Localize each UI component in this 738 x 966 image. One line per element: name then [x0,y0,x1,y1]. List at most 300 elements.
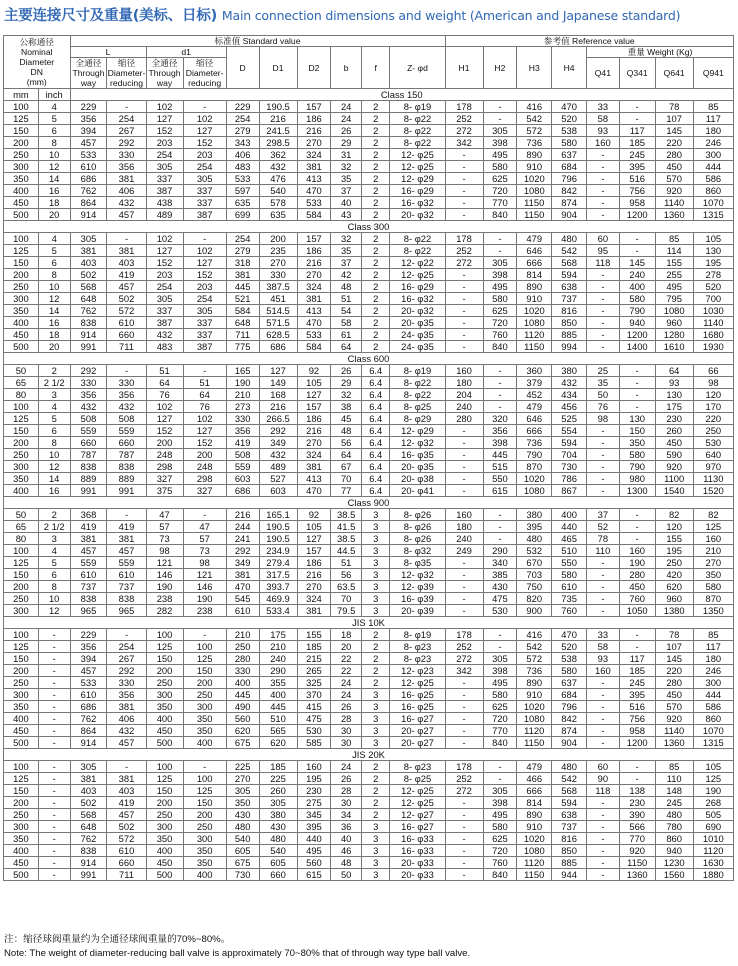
table-cell: 398 [483,269,517,281]
table-cell: 252 [445,641,483,653]
table-cell: 510 [552,545,587,557]
D1-header: D1 [259,47,297,89]
table-cell: 210 [259,641,297,653]
table-cell: - [445,461,483,473]
table-cell: 796 [552,173,587,185]
table-cell: 398 [483,137,517,149]
table-cell: 292 [107,137,146,149]
table-cell: 400 [552,509,587,521]
table-cell: 185 [619,665,655,677]
table-cell: 50 [4,365,39,377]
standard-value-header: 标准值 Standard value [70,36,445,47]
table-cell: 864 [70,197,107,209]
table-cell: 1200 [619,209,655,221]
table-cell: 514.5 [259,305,297,317]
table-row [4,557,734,569]
table-cell: 381 [226,569,259,581]
nominal-diameter-header: 公称通径 Nominal Diameter DN (mm) [4,36,71,89]
table-cell: 35 [331,245,362,257]
table-cell: - [107,509,146,521]
table-cell: 690 [693,821,733,833]
table-cell: - [587,713,620,725]
table-cell: 230 [619,797,655,809]
table-cell: 230 [655,413,693,425]
table-row [4,773,734,785]
table-cell: 130 [693,245,733,257]
table-cell: 3 [361,545,390,557]
table-cell: 12- φ29 [390,173,445,185]
table-row [4,113,734,125]
table-cell: 6.4 [361,401,390,413]
table-cell: 3 [361,725,390,737]
table-cell: 8- φ26 [390,509,445,521]
table-cell: 64 [331,449,362,461]
table-cell: 200 [4,137,39,149]
table-cell: 787 [107,449,146,461]
table-cell: 500 [4,869,39,881]
table-cell: - [445,473,483,485]
table-cell: 186 [297,113,331,125]
table-cell: 580 [693,581,733,593]
table-cell: 350 [693,569,733,581]
table-cell: 920 [619,845,655,857]
table-cell: 419 [226,437,259,449]
table-cell: 890 [517,809,552,821]
table-cell: - [445,857,483,869]
table-cell: 686 [70,701,107,713]
section-row [4,497,734,509]
table-cell: 838 [70,593,107,605]
table-cell: 246 [693,137,733,149]
table-cell: - [587,569,620,581]
table-cell: 660 [70,437,107,449]
table-cell: 790 [619,461,655,473]
table-cell: 457 [107,809,146,821]
table-cell: 3 [361,701,390,713]
table-cell: 282 [146,605,183,617]
table-cell: 195 [693,257,733,269]
dimensions-table [3,35,734,881]
table-cell: 400 [4,317,39,329]
table-cell: 8 [38,437,70,449]
table-cell: 275 [297,797,331,809]
table-cell: 885 [552,857,587,869]
table-cell: 152 [146,125,183,137]
table-row [4,605,734,617]
table-cell: 250 [183,689,226,701]
table-cell: 2 [361,773,390,785]
table-cell: 842 [552,185,587,197]
table-cell: 20- φ32 [390,305,445,317]
table-cell: 292 [107,665,146,677]
table-cell: 300 [4,161,39,173]
table-cell: 24 [331,113,362,125]
table-cell: 155 [297,629,331,641]
table-cell: 638 [552,281,587,293]
table-cell: - [587,845,620,857]
table-cell: 12 [38,293,70,305]
table-row [4,161,734,173]
d1-reducing-header: 缩径 Diameter- reducing [183,58,226,89]
table-cell: 160 [587,665,620,677]
table-cell: - [587,269,620,281]
table-cell: 533 [70,149,107,161]
table-cell: 61 [331,329,362,341]
table-cell: 3 [361,605,390,617]
table-cell: 1150 [517,737,552,749]
table-cell: 586 [693,173,733,185]
table-cell: 1020 [517,305,552,317]
table-cell: 440 [297,833,331,845]
table-cell: 2 [361,305,390,317]
table-cell: - [107,761,146,773]
table-cell: 31 [331,149,362,161]
table-cell: 991 [70,341,107,353]
table-cell: 110 [655,773,693,785]
table-cell: 457 [70,665,107,677]
table-cell: 874 [552,725,587,737]
table-row [4,269,734,281]
table-cell: 2 [361,257,390,269]
table-cell: 413 [297,473,331,485]
table-cell: 250 [655,557,693,569]
table-cell: - [38,629,70,641]
table-cell: 25 [587,365,620,377]
table-cell: 403 [70,257,107,269]
table-cell: 6.4 [361,437,390,449]
table-cell: 381 [70,245,107,257]
table-cell: 190 [693,785,733,797]
table-cell: 36 [331,821,362,833]
table-cell: 638 [552,809,587,821]
table-cell: 350 [4,701,39,713]
table-cell: 874 [552,197,587,209]
table-cell: 2 [361,653,390,665]
table-cell: 20 [38,341,70,353]
table-cell: 1360 [619,869,655,881]
table-cell: 260 [259,785,297,797]
table-cell: - [445,197,483,209]
table-cell: 991 [70,869,107,881]
table-cell: 666 [517,257,552,269]
table-cell: 904 [552,209,587,221]
table-cell: 26 [331,365,362,377]
table-cell: 216 [259,401,297,413]
table-cell: 120 [655,521,693,533]
table-cell: 105 [297,521,331,533]
table-cell: 860 [655,833,693,845]
table-cell: - [445,437,483,449]
table-cell: 76 [146,389,183,401]
table-cell: 12- φ32 [390,569,445,581]
table-cell: 340 [483,557,517,569]
table-cell: - [38,797,70,809]
table-cell: - [619,113,655,125]
table-cell: 542 [517,113,552,125]
table-cell: - [38,761,70,773]
table-cell: 648 [70,293,107,305]
table-row [4,593,734,605]
table-cell: 413 [297,173,331,185]
table-cell: 100 [4,233,39,245]
table-cell: 38.5 [331,533,362,545]
table-cell: 93 [587,653,620,665]
table-body [4,89,734,881]
table-cell: - [445,725,483,737]
H3-header: H3 [517,47,552,89]
table-cell: 8 [38,581,70,593]
table-cell: 590 [655,449,693,461]
table-cell: 620 [655,581,693,593]
table-cell: 450 [4,197,39,209]
table-cell: 20- φ41 [390,485,445,497]
table-cell: 5 [38,557,70,569]
table-cell: 380 [552,365,587,377]
table-cell: 350 [183,725,226,737]
table-cell: 1150 [619,857,655,869]
table-cell: 130 [655,389,693,401]
table-cell: - [445,869,483,881]
table-cell: 480 [517,533,552,545]
table-cell: 300 [146,689,183,701]
table-cell: 350 [183,713,226,725]
table-cell: 170 [693,401,733,413]
table-cell: 267 [107,125,146,137]
table-cell: 495 [483,809,517,821]
table-cell: 98 [183,557,226,569]
table-cell: 20- φ39 [390,605,445,617]
table-cell: 450 [655,689,693,701]
table-cell: 994 [552,341,587,353]
table-cell: 300 [4,605,39,617]
table-cell: 48 [331,425,362,437]
table-cell: 35 [331,173,362,185]
table-cell: - [445,833,483,845]
table-cell: 280 [445,413,483,425]
table-cell: 533 [297,329,331,341]
table-cell: 125 [146,641,183,653]
table-cell: - [483,245,517,257]
table-row [4,761,734,773]
table-cell: 117 [619,125,655,137]
table-cell: 400 [4,185,39,197]
table-cell: 102 [183,245,226,257]
table-cell: 12- φ25 [390,149,445,161]
table-cell: - [445,737,483,749]
table-cell: 270 [693,557,733,569]
table-cell: 32 [331,389,362,401]
table-cell: 12- φ27 [390,809,445,821]
table-cell: - [183,233,226,245]
title-en: Main connection dimensions and weight (American and Japanese standard) [221,8,681,23]
table-row [4,653,734,665]
table-cell: 273 [226,401,259,413]
table-cell: 1150 [517,197,552,209]
table-cell: 965 [70,605,107,617]
table-cell: 867 [552,485,587,497]
table-cell: 540 [259,845,297,857]
table-row [4,797,734,809]
table-cell: 50 [331,869,362,881]
table-cell: 816 [552,833,587,845]
table-cell: 98 [587,413,620,425]
title-cn: 主要连接尺寸及重量(美标、日标) [4,8,218,24]
table-cell: 250 [693,425,733,437]
table-row [4,701,734,713]
table-cell: 157 [297,233,331,245]
table-cell: 248 [146,449,183,461]
table-cell: 190 [183,593,226,605]
table-cell: 958 [619,725,655,737]
table-cell: - [587,701,620,713]
table-cell: - [183,509,226,521]
table-cell: 840 [483,869,517,881]
table-cell: - [445,557,483,569]
table-cell: 770 [619,833,655,845]
table-cell: 432 [552,377,587,389]
table-cell: 568 [552,785,587,797]
table-cell: 406 [226,149,259,161]
table-cell: 796 [552,701,587,713]
table-cell: 1130 [693,473,733,485]
table-row [4,173,734,185]
table-cell: - [483,365,517,377]
table-cell: 350 [4,833,39,845]
table-cell: 337 [146,305,183,317]
table-cell: 180 [693,653,733,665]
table-cell: 327 [146,473,183,485]
table-cell: 93 [655,377,693,389]
table-cell: 400 [146,713,183,725]
table-cell: 756 [619,713,655,725]
table-cell: 675 [226,857,259,869]
table-cell: 16- φ27 [390,713,445,725]
table-cell: 910 [517,689,552,701]
H2-header: H2 [483,47,517,89]
table-cell: 470 [297,185,331,197]
table-row [4,257,734,269]
table-cell: 413 [297,305,331,317]
table-cell: 127 [297,389,331,401]
table-cell: 160 [297,761,331,773]
table-cell: 24 [331,677,362,689]
table-cell: 1520 [693,485,733,497]
table-cell: 559 [107,557,146,569]
table-cell: - [619,629,655,641]
table-cell: - [587,869,620,881]
table-cell: 1400 [619,341,655,353]
table-cell: 270 [297,269,331,281]
table-cell: 637 [552,149,587,161]
table-cell: 3 [361,521,390,533]
table-cell: 532 [517,545,552,557]
table-cell: 737 [552,821,587,833]
table-cell: 1050 [619,605,655,617]
table-cell: 6.4 [361,449,390,461]
table-cell: 381 [107,701,146,713]
table-cell: 186 [297,413,331,425]
table-cell: 64 [655,365,693,377]
table-cell: 64 [146,377,183,389]
table-cell: 538 [552,653,587,665]
section-row [4,749,734,761]
table-cell: 6.4 [361,365,390,377]
table-cell: 24 [331,101,362,113]
table-cell: - [483,521,517,533]
table-cell: 24- φ35 [390,341,445,353]
table-cell: 1350 [693,605,733,617]
table-cell: - [483,377,517,389]
table-cell: 305 [146,161,183,173]
table-cell: 117 [693,641,733,653]
table-cell: 760 [619,593,655,605]
table-cell: - [587,173,620,185]
table-cell: 1610 [655,341,693,353]
table-cell: 737 [107,581,146,593]
table-cell: 3 [361,593,390,605]
table-cell: 93 [587,125,620,137]
table-cell: 6 [38,569,70,581]
table-cell: 2 [361,113,390,125]
table-cell: 646 [517,413,552,425]
table-cell: 26 [331,773,362,785]
table-cell: 305 [483,785,517,797]
table-cell: 457 [107,737,146,749]
table-cell: 395 [517,521,552,533]
section-label: Class 900 [4,497,734,509]
table-cell: 102 [183,113,226,125]
table-cell: 430 [483,581,517,593]
table-cell: 24 [331,761,362,773]
table-cell: 246 [693,665,733,677]
table-cell: - [587,557,620,569]
table-cell: 16- φ27 [390,821,445,833]
table-cell: 150 [4,653,39,665]
table-cell: 305 [226,785,259,797]
table-cell: 540 [259,185,297,197]
table-cell: 625 [483,833,517,845]
table-cell: 2 [361,197,390,209]
table-cell: 125 [4,245,39,257]
table-cell: 660 [107,437,146,449]
table-row [4,785,734,797]
L-header: L [70,47,146,58]
table-cell: 356 [107,689,146,701]
table-cell: 6.4 [361,389,390,401]
table-row [4,305,734,317]
table-cell: 20- φ27 [390,737,445,749]
table-cell: 584 [297,341,331,353]
table-cell: 12- φ22 [390,257,445,269]
table-cell: 38 [331,401,362,413]
table-cell: 584 [297,209,331,221]
table-row [4,437,734,449]
table-cell: - [587,341,620,353]
table-cell: 248 [183,461,226,473]
table-cell: 220 [655,137,693,149]
table-cell: 79.5 [331,605,362,617]
section-label: Class 150 [70,89,733,101]
table-cell: - [445,581,483,593]
table-cell: 210 [226,629,259,641]
table-cell: - [619,101,655,113]
table-cell: 666 [517,785,552,797]
table-cell: 760 [552,605,587,617]
table-cell: 385 [483,569,517,581]
table-cell: 432 [107,725,146,737]
table-cell: 432 [107,401,146,413]
table-cell: 47 [183,521,226,533]
